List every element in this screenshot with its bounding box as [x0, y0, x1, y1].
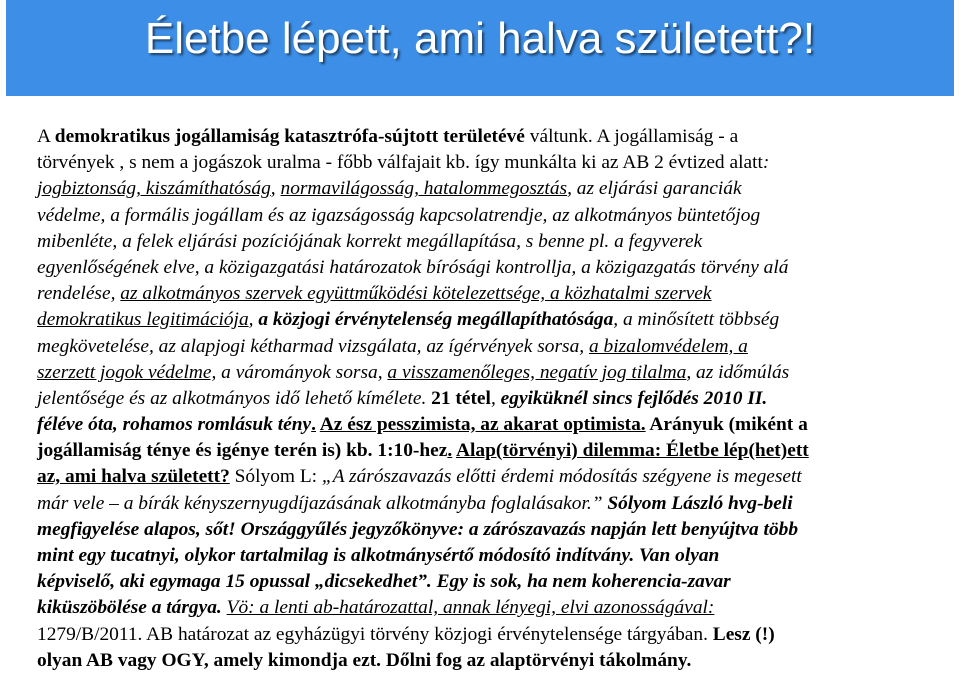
text-run: megfigyelése alapos, sőt! Országgyűlés jegyzőkönyve: a zárószavazás napján lett benyújtva több: [37, 518, 799, 540]
text-run: törvények , s nem a jogászok uralma - főbb válfajait kb. így munkálta ki az AB 2 évtized alatt: [37, 152, 763, 174]
text-line-6: [37, 255, 927, 281]
text-line-10: [37, 360, 927, 386]
text-run: , a minősített többség: [613, 309, 780, 331]
text-line-3: [37, 176, 927, 202]
text-run-italic: már vele – a bírák kényszernyugdíjazásának alkotmányba foglalásakor.”: [37, 492, 608, 514]
text-run: megkövetelése, az alapjogi kétharmad vizsgálata, az ígérvények sorsa,: [37, 335, 589, 357]
text-run: váltunk. A jogállamiság - a: [524, 126, 739, 147]
text-run: ,: [490, 387, 501, 409]
text-run-italic-underlined: Vö: a lenti ab-határozattal, annak lényegi, elvi azonosságával:: [226, 597, 715, 619]
text-line-13: [37, 438, 927, 464]
text-line-14: [37, 464, 927, 490]
text-run: mibenléte, a felek eljárási pozíciójának korrekt megállapítása, s benne pl. a fegyverek: [37, 230, 703, 252]
text-run-underlined: jogbiztonság, kiszámíthatóság: [37, 178, 271, 200]
text-line-21: [37, 648, 927, 674]
text-line-20: [37, 622, 927, 648]
text-run-bold: demokratikus jogállamiság katasztrófa-sújtott területévé: [54, 126, 525, 147]
text-run: A: [37, 126, 55, 147]
text-run-bold: Lesz (!): [712, 623, 775, 645]
text-line-11: [37, 386, 927, 412]
text-run-bold: a közjogi érvénytelenség megállapíthatósága: [258, 309, 614, 331]
text-run: mint egy tucatnyi, olykor tartalmilag is alkotmánysértő módosító indítvány. Van olyan: [37, 545, 720, 566]
text-line-15: [37, 491, 927, 517]
text-run-underlined: .: [447, 440, 453, 462]
text-run: , az időmúlás: [686, 361, 790, 383]
text-run-underlined: Az ész pesszimista, az akarat optimista.: [319, 414, 646, 436]
text-run-bold-underlined: az, ami halva született?: [37, 466, 230, 488]
text-run: a várományok sorsa,: [216, 361, 388, 383]
text-run: 1279/B/2011. AB határozat az egyházügyi törvény közjogi érvénytelensége tárgyában.: [37, 623, 713, 645]
text-run: egyenlőségének elve, a közigazgatási határozatok bírósági kontrollja, a közigazgatás törvény alá: [37, 256, 789, 278]
text-line-16: [37, 517, 927, 543]
text-line-4: [37, 203, 927, 229]
text-run-underlined: az alkotmányos szervek együttműködési kötelezettsége, a közhatalmi szervek: [120, 283, 712, 305]
text-line-1: [37, 124, 927, 150]
text-run-italic: jelentősége és az alkotmányos idő lehető kímélete.: [37, 387, 432, 409]
text-run-underlined: normavilágosság, hatalommegosztás: [280, 178, 568, 200]
slide-body: [37, 124, 927, 674]
text-line-5: [37, 229, 927, 255]
text-run: Sólyom L:: [229, 466, 322, 488]
title-banner: [6, 0, 954, 96]
text-run: Arányuk (miként a: [645, 414, 808, 436]
text-line-9: [37, 334, 927, 360]
text-line-12: [37, 412, 927, 438]
text-run-bold-italic: kiküszöbölése a tárgya.: [37, 597, 222, 619]
text-run-underlined: szerzett jogok védelme,: [37, 361, 217, 383]
text-run-bold: 21 tétel: [431, 387, 491, 409]
text-run-bold-italic: Sólyom László hvg-beli: [607, 492, 793, 514]
text-run: ,: [248, 309, 259, 331]
text-run: képviselő, aki egymaga 15 opussal „dicsekedhet”. Egy is sok, ha nem koherencia-zavar: [37, 571, 731, 593]
slide-title: Életbe lépett, ami halva született?!: [144, 14, 816, 63]
text-line-17: [37, 543, 927, 569]
text-run: , az eljárási garanciák: [567, 178, 742, 200]
text-line-18: [37, 569, 927, 595]
text-line-2: [37, 150, 927, 176]
text-line-19: [37, 595, 927, 621]
text-run: védelme, a formális jogállam és az igazságosság kapcsolatrendje, az alkotmányos büntetőjog: [37, 204, 761, 226]
text-run: ,: [270, 178, 281, 200]
text-run-underlined: a bizalomvédelem, a: [588, 335, 748, 357]
text-run: ő: [399, 649, 410, 671]
text-run-underlined: demokratikus legitimációja: [37, 309, 249, 331]
text-run-italic: :: [762, 152, 770, 174]
text-run-underlined: Alap(törvényi) dilemma: Életbe lép(het)ett: [456, 440, 809, 462]
text-run-underlined: .: [311, 414, 317, 436]
text-run: jogállamiság ténye és igénye terén is) kb. 1:10-hez: [37, 440, 448, 462]
text-line-7: [37, 281, 927, 307]
text-run-bold-italic: egyiküknél sincs fejlődés 2010 II.: [500, 387, 768, 409]
text-run-bold-italic: féléve óta, rohamos romlásuk tény: [37, 414, 312, 436]
text-run: olyan AB vagy OGY, amely kimondja ezt. D: [37, 649, 400, 671]
text-run: lni fog az alaptörvényi tákolmány.: [409, 649, 692, 671]
text-run-italic: „A zárószavazás előtti érdemi módosítás szégyene is megesett: [321, 466, 802, 488]
text-line-8: [37, 307, 927, 333]
text-run-underlined: a visszamenőleges, negatív jog tilalma: [387, 361, 687, 383]
text-run: rendelése,: [37, 283, 121, 305]
